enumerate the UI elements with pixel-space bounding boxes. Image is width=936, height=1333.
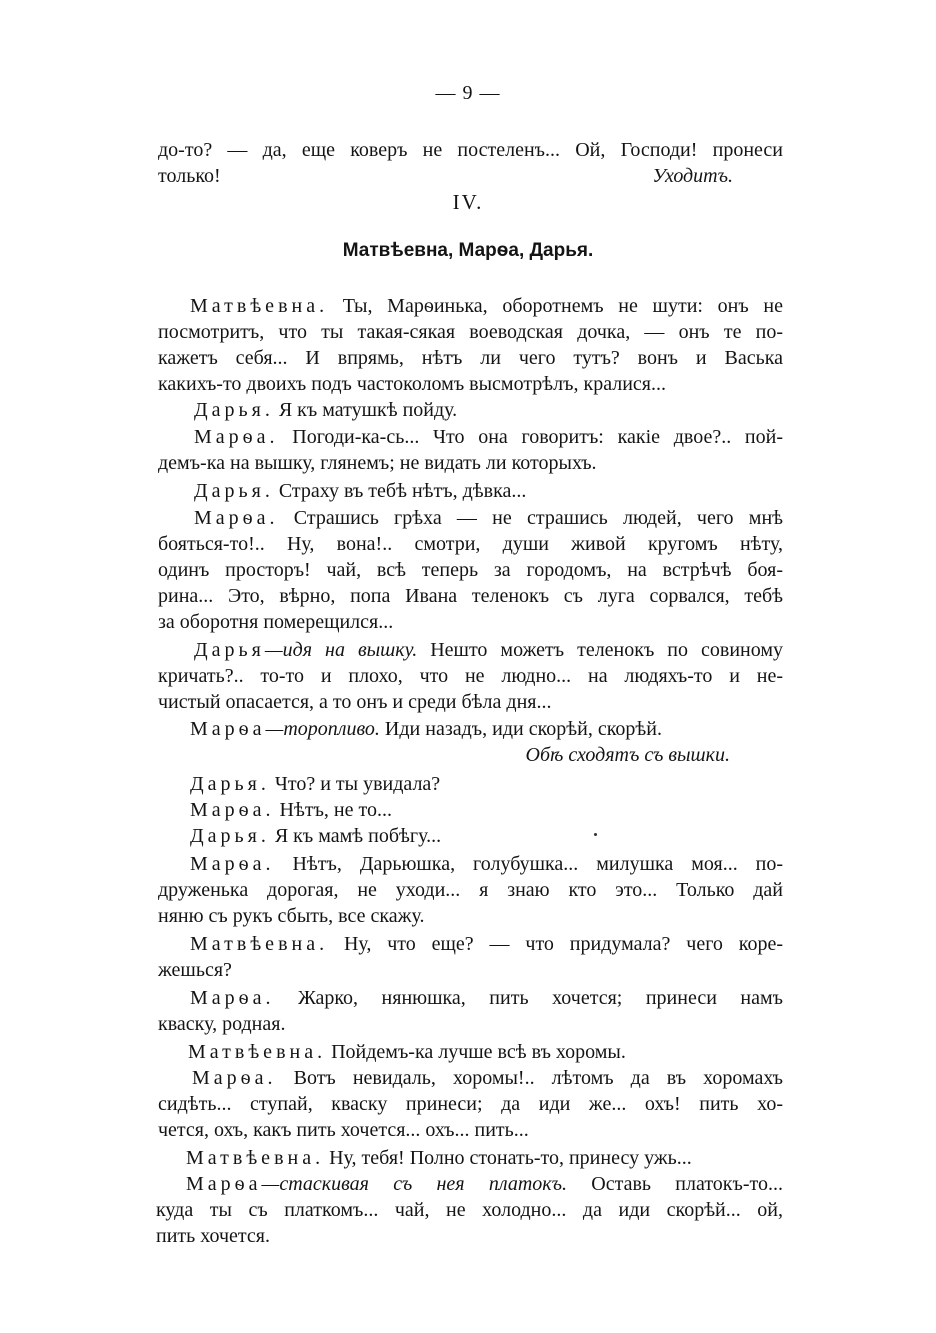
speech-line: [190, 771, 783, 797]
speech-text: Иди назадъ, иди скорѣй, скорѣй.: [379, 718, 662, 740]
text-line: жешься?: [158, 959, 232, 981]
ink-speck: [594, 833, 597, 836]
speech-text: Ну, тебя! Полно стонать-то, принесу ужь...: [324, 1147, 692, 1169]
speaker-name: Матвѣевна.: [190, 295, 329, 317]
speaker-name: Марѳа.: [194, 507, 279, 529]
speech-text: Оставь платокъ-то...: [567, 1173, 783, 1195]
speech-line: [190, 985, 783, 1011]
stage-direction: —торопливо.: [265, 718, 380, 740]
speech-line: [192, 1065, 783, 1091]
speech-text: Нѣтъ, не то...: [274, 799, 392, 821]
speaker-name: Марѳа: [190, 718, 266, 740]
speech-text: Вотъ невидаль, хоромы!.. лѣтомъ да въ хоромахъ: [276, 1067, 783, 1089]
speech-line: [194, 424, 783, 450]
speech-line: [186, 1171, 783, 1197]
text-line: чется, охъ, какъ пить хочется... охъ... пить...: [158, 1119, 529, 1141]
text-line: чистый опасается, а то онъ и среди бѣла дня...: [158, 691, 552, 713]
speech-text: Жарко, нянюшка, пить хочется; принеси намъ: [274, 987, 783, 1009]
speech-text: Ну, что еще? — что придумала? чего коре-: [328, 933, 783, 955]
speech-line: [188, 1039, 783, 1065]
speech-line: [190, 823, 783, 849]
speaker-name: Дарья.: [190, 825, 270, 847]
speaker-name: Дарья.: [194, 480, 274, 502]
speech-text: Страху въ тебѣ нѣтъ, дѣвка...: [273, 480, 527, 502]
speech-text: Я къ матушкѣ пойду.: [273, 399, 458, 421]
speaker-name: Марѳа.: [190, 799, 275, 821]
speech-text: Нѣтъ, Дарьюшка, голубушка... милушка моя... по-: [274, 853, 783, 875]
speech-line: [194, 478, 783, 504]
speech-text: Что? и ты увидала?: [269, 773, 441, 795]
speaker-name: Марѳа.: [192, 1067, 277, 1089]
page-number: — 9 —: [435, 82, 501, 104]
text-line: кричать?.. то-то и плохо, что не людно... на людяхъ-то и не-: [158, 665, 783, 687]
speaker-name: Матвѣевна.: [188, 1041, 327, 1063]
scene-characters: Матвѣевна, Марѳа, Дарья.: [342, 240, 594, 261]
speaker-name: Дарья.: [194, 399, 274, 421]
text-line: сидѣть... ступай, кваску принеси; да иди же... охъ! пить хо-: [158, 1093, 783, 1115]
speech-line: [190, 293, 783, 319]
speech-line: [194, 505, 783, 531]
text-line: какихъ-то двоихъ подъ частоколомъ высмотрѣлъ, кралися...: [158, 373, 667, 395]
speaker-name: Марѳа.: [190, 987, 275, 1009]
speech-line: [194, 397, 783, 423]
text-line: до-то? — да, еще коверъ не постеленъ... Ой, Господи! пронеси: [158, 139, 783, 161]
speaker-name: Дарья.: [190, 773, 270, 795]
text-line: демъ-ка на вышку, глянемъ; не видать ли которыхъ.: [158, 452, 597, 474]
text-line: только!: [158, 165, 221, 187]
speaker-name: Матвѣевна.: [186, 1147, 325, 1169]
speech-line: [190, 931, 783, 957]
text-line: пить хочется.: [156, 1225, 270, 1247]
speaker-name: Дарья: [194, 639, 265, 661]
speech-line: [190, 716, 783, 742]
stage-direction: —идя на вышку.: [264, 639, 418, 661]
speaker-name: Марѳа.: [190, 853, 275, 875]
speaker-name: Марѳа.: [194, 426, 279, 448]
scene-number: IV.: [452, 190, 484, 214]
stage-direction: —стаскивая съ нея платокъ.: [261, 1173, 567, 1195]
text-line: бояться-то!.. Ну, вона!.. смотри, души живой кругомъ нѣту,: [158, 533, 783, 555]
stage-direction: Обѣ сходятъ съ вышки.: [525, 744, 730, 766]
text-line: кажетъ себя... И впрямь, нѣтъ ли чего тутъ? вонъ и Васька: [158, 347, 783, 369]
speech-text: Погоди-ка-сь... Что она говоритъ: какіе двое?.. пой-: [278, 426, 783, 448]
text-line: за оборотня померещился...: [158, 611, 394, 633]
speech-line: [194, 637, 783, 663]
text-line: посмотритъ, что ты такая-сякая воеводская дочка, — онъ те по-: [158, 321, 783, 343]
text-line: друженька дорогая, не уходи... я знаю кто это... Только дай: [158, 879, 783, 901]
speech-line: [190, 797, 783, 823]
speech-text: Страшись грѣха — не страшись людей, чего мнѣ: [278, 507, 783, 529]
text-line: одинъ просторъ! чай, всѣ теперь за городомъ, на встрѣчѣ боя-: [158, 559, 783, 581]
text-line: куда ты съ платкомъ... чай, не холодно... да иди скорѣй... ой,: [156, 1199, 783, 1221]
speaker-name: Матвѣевна.: [190, 933, 329, 955]
text-line: кваску, родная.: [158, 1013, 286, 1035]
speech-line: [186, 1145, 783, 1171]
speech-line: [190, 851, 783, 877]
stage-direction: Уходитъ.: [652, 165, 733, 187]
text-line: няню съ рукъ сбыть, все скажу.: [158, 905, 425, 927]
speech-text: Нешто можетъ теленокъ по совиному: [417, 639, 784, 661]
speech-text: Пойдемъ-ка лучше всѣ въ хоромы.: [326, 1041, 626, 1063]
speech-text: Ты, Марѳинька, оборотнемъ не шути: онъ не: [328, 295, 783, 317]
speech-text: Я къ мамѣ побѣгу...: [269, 825, 442, 847]
speaker-name: Марѳа: [186, 1173, 262, 1195]
text-line: рина... Это, вѣрно, попа Ивана теленокъ съ луга сорвался, тебѣ: [158, 585, 783, 607]
